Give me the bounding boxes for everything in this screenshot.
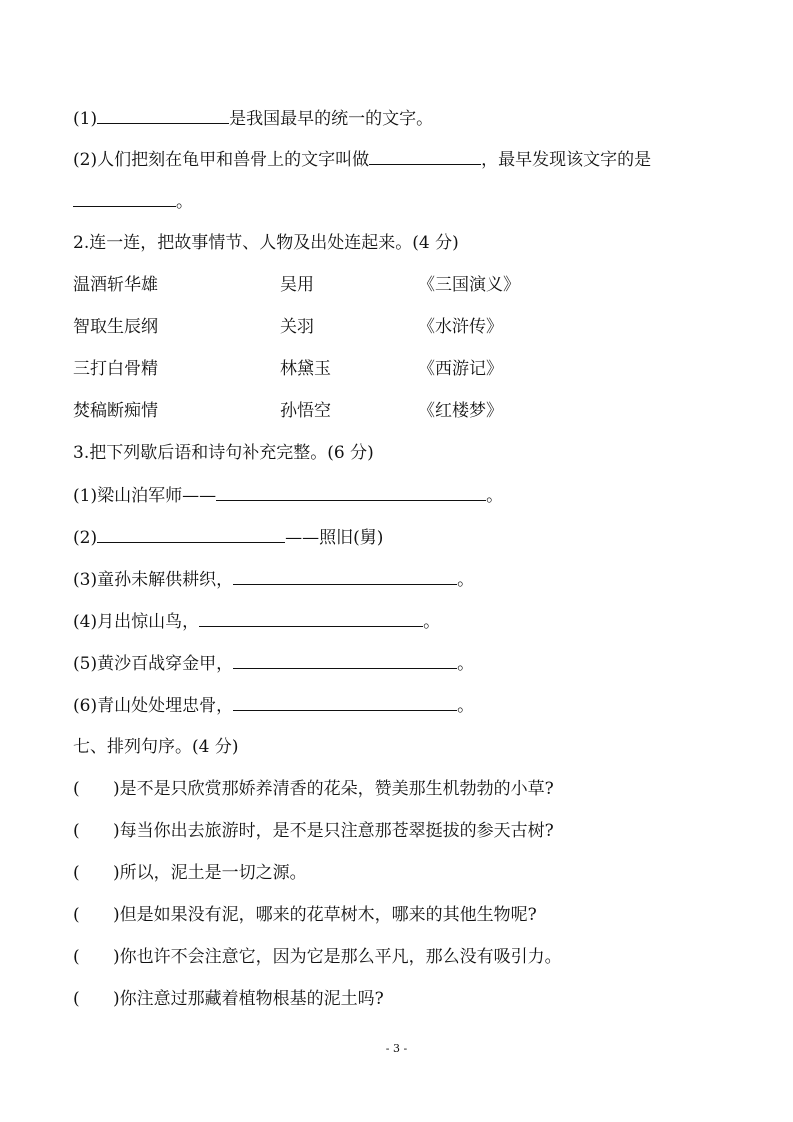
q3-item-5 (73, 652, 474, 675)
q3-item-6-end: 。 (457, 696, 475, 716)
q3-item-5-text: (5)黄沙百战穿金甲， (73, 654, 234, 674)
q2-plot-2[interactable]: 智取生辰纲 (73, 317, 158, 337)
q2-person-1[interactable]: 吴用 (280, 275, 314, 295)
q3-item-4-text: (4)月出惊山鸟， (73, 612, 200, 632)
q3-item-2-text: ——照旧(舅) (285, 528, 384, 548)
q7-sentence-3 (73, 862, 307, 884)
order-input-3[interactable]: ( (73, 863, 80, 883)
q7-sentence-2 (73, 820, 554, 842)
q3-item-3-end: 。 (457, 570, 475, 590)
q7-sentence-text: )是不是只欣赏那娇养清香的花朵，赞美那生机勃勃的小草? (113, 779, 554, 799)
q3-item-1 (73, 484, 503, 507)
page-number: - 3 - (385, 1042, 408, 1055)
q3-item-6 (73, 694, 474, 717)
q2-plot-3[interactable]: 三打白骨精 (73, 359, 158, 379)
q3-item-1-text: (1)梁山泊军师—— (73, 486, 217, 506)
answer-blank[interactable] (97, 107, 229, 124)
q7-sentence-6 (73, 988, 384, 1010)
answer-blank[interactable] (199, 610, 423, 627)
q7-sentence-text: )所以，泥土是一切之源。 (113, 863, 307, 883)
q1-item-2-cont (73, 190, 193, 213)
q3-item-3 (73, 568, 474, 591)
q2-book-2[interactable]: 《水浒传》 (418, 317, 503, 337)
q3-item-4 (73, 610, 440, 633)
q2-person-3[interactable]: 林黛玉 (280, 359, 331, 379)
q2-book-4[interactable]: 《红楼梦》 (418, 401, 503, 421)
q2-person-4[interactable]: 孙悟空 (280, 401, 331, 421)
order-input-6[interactable]: ( (73, 989, 80, 1009)
q3-title: 3.把下列歇后语和诗句补充完整。(6 分) (73, 443, 374, 463)
answer-blank[interactable] (233, 694, 457, 711)
q1-item-1-text: 是我国最早的统一的文字。 (229, 109, 434, 129)
q7-sentence-5 (73, 946, 562, 968)
answer-blank[interactable] (216, 484, 486, 501)
q3-item-1-end: 。 (486, 486, 504, 506)
q2-title: 2.连一连，把故事情节、人物及出处连起来。(4 分) (73, 233, 459, 253)
q2-book-3[interactable]: 《西游记》 (418, 359, 503, 379)
answer-blank[interactable] (233, 652, 457, 669)
answer-blank[interactable] (97, 526, 285, 543)
q1-item-1 (73, 107, 433, 130)
q2-plot-1[interactable]: 温酒斩华雄 (73, 275, 158, 295)
order-input-1[interactable]: ( (73, 779, 80, 799)
q7-sentence-text: )每当你出去旅游时，是不是只注意那苍翠挺拔的参天古树? (113, 821, 554, 841)
q3-item-6-text: (6)青山处处埋忠骨， (73, 696, 234, 716)
q1-item-2-end: 。 (176, 192, 193, 212)
q1-item-2-text: (2)人们把刻在龟甲和兽骨上的文字叫做 (73, 150, 370, 170)
answer-blank[interactable] (73, 190, 176, 207)
q7-sentence-text: )你注意过那藏着植物根基的泥土吗? (113, 989, 384, 1009)
q3-item-2-number: (2) (73, 528, 98, 548)
q3-item-3-text: (3)童孙未解供耕织， (73, 570, 234, 590)
q7-sentence-4 (73, 904, 537, 926)
q7-title: 七、排列句序。(4 分) (73, 737, 239, 757)
answer-blank[interactable] (233, 568, 457, 585)
q7-sentence-text: )但是如果没有泥，哪来的花草树木，哪来的其他生物呢? (113, 905, 537, 925)
q3-item-5-end: 。 (457, 654, 475, 674)
q3-item-4-end: 。 (423, 612, 441, 632)
order-input-2[interactable]: ( (73, 821, 80, 841)
q7-sentence-1 (73, 778, 554, 800)
order-input-4[interactable]: ( (73, 905, 80, 925)
q7-sentence-text: )你也许不会注意它，因为它是那么平凡，那么没有吸引力。 (113, 947, 562, 967)
q1-item-2 (73, 148, 651, 171)
q1-item-1-number: (1) (73, 109, 98, 129)
q2-book-1[interactable]: 《三国演义》 (418, 275, 520, 295)
q2-plot-4[interactable]: 焚稿断痴情 (73, 401, 158, 421)
q3-item-2 (73, 526, 383, 549)
q1-item-2-mid: ，最早发现该文字的是 (481, 150, 652, 170)
order-input-5[interactable]: ( (73, 947, 80, 967)
answer-blank[interactable] (369, 148, 481, 165)
q2-person-2[interactable]: 关羽 (280, 317, 314, 337)
